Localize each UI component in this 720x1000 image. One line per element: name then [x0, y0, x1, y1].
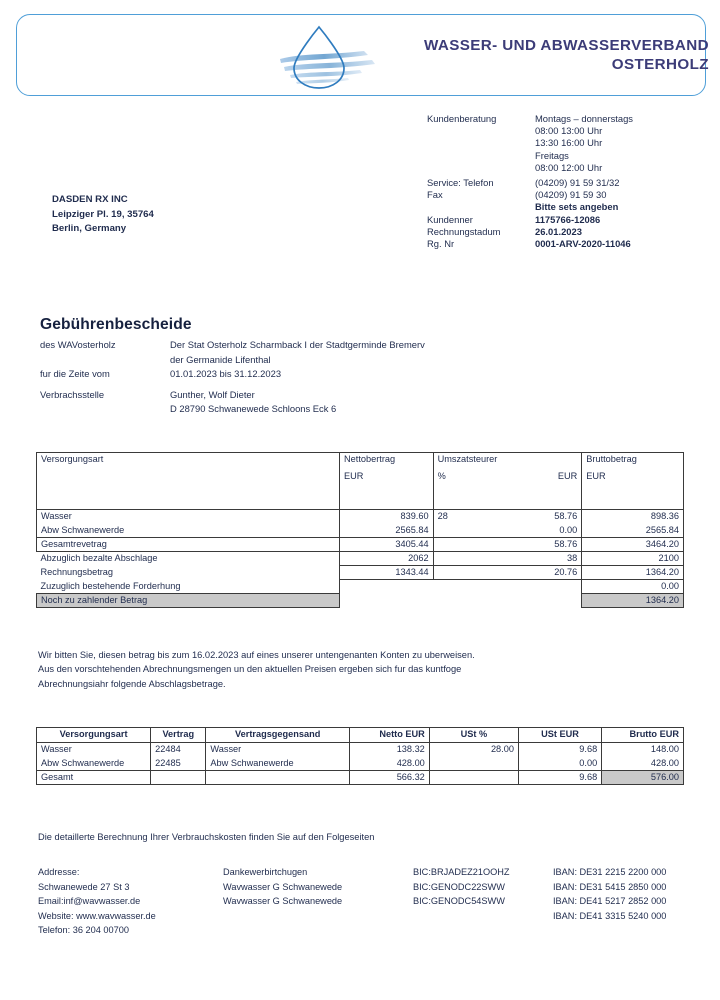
issuer-line-2: der Germanide Lifenthal	[170, 353, 271, 365]
footer-address-label: Addresse:	[38, 867, 80, 877]
row-netto: 2565.84	[340, 524, 434, 538]
invoice-date-value: 26.01.2023	[535, 225, 582, 237]
col-header-ust-eur: USt EUR	[518, 728, 601, 743]
total-vertrag	[151, 771, 206, 785]
filler-brutto	[582, 484, 684, 510]
footer-row	[38, 909, 708, 924]
row-ust-eur: 9.68	[518, 743, 601, 757]
service-phone-value: (04209) 91 59 31/32	[535, 177, 620, 189]
total-label: Noch zu zahlender Betrag	[37, 594, 340, 608]
row-tax: 38	[502, 552, 581, 566]
hours-line-2: 13:30 16:00 Uhr	[535, 137, 603, 149]
col-header-umsatzsteuer-spacer	[502, 453, 581, 470]
footer-bic	[413, 909, 553, 924]
unit-netto: EUR	[340, 470, 434, 484]
detail-note-line-1: Die detaillerte Berechnung Ihrer Verbrauchskosten finden Sie auf den Folgeseiten	[38, 832, 375, 842]
invoice-date-row	[427, 226, 702, 238]
footer-iban: IBAN: DE31 5415 2850 000	[553, 881, 667, 892]
period-row	[40, 367, 580, 382]
row-ust-eur: 0.00	[518, 757, 601, 771]
total-netto: 566.32	[349, 771, 429, 785]
row-desc: Rechnungsbetrag	[37, 566, 340, 580]
footer-iban: IBAN: DE31 2215 2200 000	[553, 867, 667, 877]
brand-line-1: WASSER- UND ABWASSERVERBAND	[423, 37, 709, 54]
table-row	[37, 552, 684, 566]
footer-row	[38, 894, 708, 909]
site-line-2: D 28790 Schwanewede Schloons Eck 6	[170, 403, 337, 415]
brand-title	[389, 37, 709, 74]
period-label: fur die Zeite vom	[40, 368, 110, 380]
row-desc: Zuzuglich bestehende Forderhung	[37, 580, 340, 594]
footer-bank-name: Wavwasser G Schwanewede	[223, 896, 343, 907]
footer-phone: Telefon: 36 204 00700	[38, 925, 129, 936]
row-vertrag: 22485	[151, 757, 206, 771]
table-header-row	[37, 728, 684, 743]
row-brutto: 148.00	[602, 743, 684, 757]
footer-bank-name	[223, 909, 413, 924]
row-brutto: 2565.84	[582, 524, 684, 538]
site-label: Verbrachsstelle	[40, 388, 105, 400]
service-phone-row	[427, 177, 702, 189]
kundenberatung-row	[427, 113, 702, 125]
filler-pct	[433, 484, 502, 510]
customer-number-label: Kundenner	[427, 213, 473, 225]
col-header-netto-eur: Netto EUR	[349, 728, 429, 743]
row-vertrag: 22484	[151, 743, 206, 757]
installments-table	[36, 727, 684, 785]
row-brutto: 898.36	[582, 510, 684, 524]
row-desc: Abw Schwanewerde	[37, 524, 340, 538]
row-tax: 58.76	[502, 538, 581, 552]
footer-bank-name: Wavwasser G Schwanewede	[223, 881, 343, 892]
total-netto-empty	[340, 594, 434, 608]
hours-line-1: 08:00 13:00 Uhr	[535, 125, 603, 137]
water-droplet-icon	[272, 21, 392, 93]
total-pct-empty	[433, 594, 502, 608]
payment-instructions-line-2: Aus den vorschtehenden Abrechnungsmengen un den aktuellen Preisen ergeben sich fur das kuntfoge	[38, 664, 462, 675]
col-header-vertrag: Vertrag	[151, 728, 206, 743]
footer-address-street: Schwanewede 27 St 3	[38, 881, 130, 892]
payment-instructions-paragraph	[38, 648, 688, 691]
payment-instructions-line-1: Wir bitten Sie, diesen betrag bis zum 16.02.2023 auf eines unserer untengenanten Konten zu uberweisen.	[38, 650, 475, 660]
footer-bic: BIC:BRJADEZ21OOHZ	[413, 867, 510, 877]
recipient-name: DASDEN RX INC	[52, 194, 128, 205]
footer-iban: IBAN: DE41 5217 2852 000	[553, 896, 667, 907]
table-header-row	[37, 453, 684, 470]
footer-iban	[553, 923, 708, 938]
total-gegenstand	[206, 771, 350, 785]
site-line-1: Gunther, Wolf Dieter	[170, 388, 255, 400]
row-gegenstand: Wasser	[206, 743, 350, 757]
fax-value: (04209) 91 59 30	[535, 189, 607, 201]
footer-website[interactable]: Website: www.wavwasser.de	[38, 910, 156, 921]
col-header-vertragsgegenstand: Vertragsgegensand	[206, 728, 350, 743]
row-netto: 1343.44	[340, 566, 434, 580]
row-ust-pct	[429, 757, 518, 771]
col-header-netto: Nettobertrag	[340, 453, 434, 470]
row-desc: Wasser	[37, 510, 340, 524]
total-label: Gesamt	[37, 771, 151, 785]
filler-tax	[502, 484, 581, 510]
row-desc: Gesamtrevetrag	[37, 538, 340, 552]
footer-bic	[413, 923, 553, 938]
row-tax: 20.76	[502, 566, 581, 580]
total-tax-empty	[502, 594, 581, 608]
row-netto: 3405.44	[340, 538, 434, 552]
table-row	[37, 524, 684, 538]
invoice-number-value: 0001-ARV-2020-11046	[535, 238, 631, 250]
period-value: 01.01.2023 bis 31.12.2023	[170, 368, 282, 380]
footer-bank-name	[223, 923, 413, 938]
footer-row	[38, 880, 708, 895]
col-header-umsatzsteuer: Umszatsteurer	[433, 453, 502, 470]
footer-row	[38, 865, 708, 880]
row-netto-empty	[340, 580, 434, 594]
unit-brutto: EUR	[582, 470, 684, 484]
invoice-number-label: Rg. Nr	[427, 238, 455, 250]
unit-pct: %	[433, 470, 502, 484]
recipient-city: Berlin, Germany	[52, 223, 127, 234]
filler-netto	[340, 484, 434, 510]
row-pct	[433, 524, 502, 538]
service-phone-label: Service: Telefon	[427, 177, 494, 189]
hours-friday-label: Freitags	[535, 149, 569, 161]
site-row	[40, 388, 580, 403]
footer-bic: BIC:GENODC22SWW	[413, 881, 505, 892]
invoice-date-label: Rechnungstadum	[427, 225, 501, 237]
row-tax: 58.76	[502, 510, 581, 524]
row-desc: Abzuglich bezalte Abschlage	[37, 552, 340, 566]
footer-row	[38, 923, 708, 938]
row-netto: 428.00	[349, 757, 429, 771]
table-row	[37, 566, 684, 580]
fax-row	[427, 189, 702, 201]
row-pct-empty	[433, 580, 502, 594]
footer-email[interactable]: Email:inf@wavwasser.de	[38, 896, 141, 907]
row-netto: 138.32	[349, 743, 429, 757]
brand-line-2: OSTERHOLZ	[611, 55, 709, 73]
row-gegenstand: Abw Schwanewerde	[206, 757, 350, 771]
customer-number-row	[427, 214, 702, 226]
page-title: Gebührenbescheide	[40, 316, 192, 333]
table-row	[37, 510, 684, 524]
table-total-row	[37, 771, 684, 785]
customer-number-value: 1175766-12086	[535, 213, 601, 225]
row-pct	[433, 538, 502, 552]
total-brutto: 1364.20	[582, 594, 684, 608]
charges-summary-table	[36, 452, 684, 608]
invoice-number-row	[427, 238, 702, 250]
row-versorgungsart: Wasser	[37, 743, 151, 757]
row-brutto: 2100	[582, 552, 684, 566]
hours-friday-value: 08:00 12:00 Uhr	[535, 161, 603, 173]
recipient-address	[52, 193, 154, 237]
footer-bank-name: Dankewerbirtchugen	[223, 867, 308, 877]
table-row-existing-claim	[37, 580, 684, 594]
total-brutto: 576.00	[602, 771, 684, 785]
footer-iban: IBAN: DE41 3315 5240 000	[553, 910, 667, 921]
kundenberatung-label: Kundenberatung	[427, 113, 497, 124]
issuer-line-1: Der Stat Osterholz Scharmback I der Stadtgerminde Bremerv	[170, 339, 425, 350]
please-state-note: Bitte sets angeben	[535, 201, 619, 213]
row-brutto: 1364.20	[582, 566, 684, 580]
col-header-versorgungsart: Versorgungsart	[37, 453, 340, 510]
row-pct: 28	[433, 510, 502, 524]
col-header-versorgungsart: Versorgungsart	[37, 728, 151, 743]
kundenberatung-hours-mon-thu: Montags – donnerstags	[535, 113, 633, 124]
table-total-row	[37, 594, 684, 608]
document-meta	[40, 338, 580, 417]
footer-bank-details	[38, 865, 708, 938]
row-versorgungsart: Abw Schwanewerde	[37, 757, 151, 771]
fax-label: Fax	[427, 189, 443, 201]
table-row	[37, 538, 684, 552]
detail-note-paragraph	[38, 830, 688, 844]
row-tax: 0.00	[502, 524, 581, 538]
unit-tax-eur: EUR	[502, 470, 581, 484]
row-brutto: 3464.20	[582, 538, 684, 552]
table-row	[37, 743, 684, 757]
col-header-brutto: Bruttobetrag	[582, 453, 684, 470]
issuer-row	[40, 338, 580, 353]
header-frame	[16, 14, 709, 96]
col-header-brutto-eur: Brutto EUR	[602, 728, 684, 743]
row-pct	[433, 552, 502, 566]
contact-info-block	[427, 113, 702, 250]
footer-bic: BIC:GENODC54SWW	[413, 896, 505, 907]
recipient-street: Leipziger Pl. 19, 35764	[52, 208, 154, 220]
table-row	[37, 757, 684, 771]
payment-instructions-line-3: Abrechnungsiahr folgende Abschlagsbetrage.	[38, 678, 226, 689]
row-tax-empty	[502, 580, 581, 594]
row-brutto: 428.00	[602, 757, 684, 771]
total-ust-pct	[429, 771, 518, 785]
total-ust-eur: 9.68	[518, 771, 601, 785]
col-header-ust-pct: USt %	[429, 728, 518, 743]
row-netto: 839.60	[340, 510, 434, 524]
row-ust-pct: 28.00	[429, 743, 518, 757]
row-pct	[433, 566, 502, 580]
row-netto: 2062	[340, 552, 434, 566]
issuer-label: des WAVosterholz	[40, 339, 116, 350]
row-brutto: 0.00	[582, 580, 684, 594]
